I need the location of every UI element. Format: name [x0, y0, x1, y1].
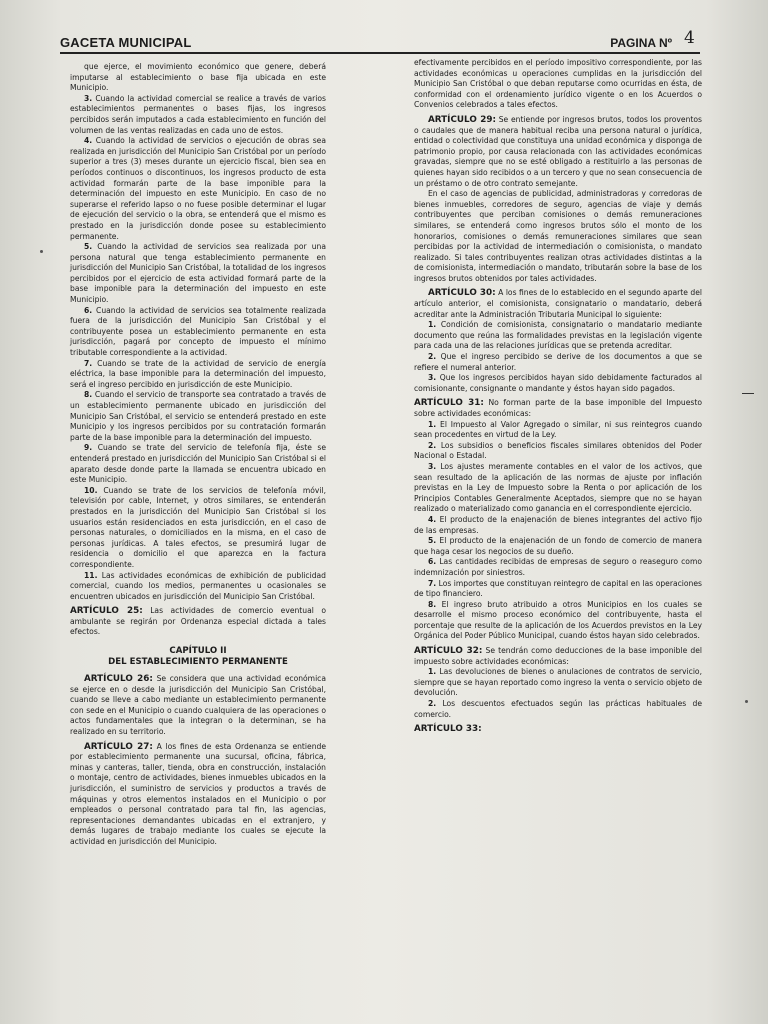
item-number: 10. — [84, 485, 98, 495]
article-text: No forman parte de la base imponible del Impuesto sobre actividades económicas: — [414, 398, 702, 418]
item-text: Las actividades económicas de exhibición de publicidad comercial, cuando los medios, permanentes u ocasionales se encuentren ubicados en jurisdicción del Municipio San Cristóbal. — [70, 570, 326, 601]
item-number: 7. — [84, 358, 93, 368]
item-number: 2. — [428, 352, 437, 362]
article-31 — [414, 398, 702, 419]
item-text: El producto de la enajenación de un fondo de comercio de manera que haga cesar los negocios de su dueño. — [414, 536, 702, 556]
item-number: 2. — [428, 440, 437, 450]
article-text: Se tendrán como deducciones de la base imponible del impuesto sobre actividades económicas: — [414, 646, 702, 666]
list-item — [414, 441, 702, 462]
item-number: 5. — [84, 242, 93, 252]
article-heading: ARTÍCULO 27: — [84, 741, 153, 752]
list-item — [70, 94, 326, 136]
item-text: Las devoluciones de bienes o anulaciones de contratos de servicio, siempre que se hayan reportado como ingreso la venta o servicio objeto de devolución. — [414, 667, 702, 698]
article-30 — [414, 288, 702, 320]
item-text: Las cantidades recibidas de empresas de seguro o reaseguro como indemnización por siniestros. — [414, 557, 702, 577]
list-item — [414, 420, 702, 441]
chapter-title: DEL ESTABLECIMIENTO PERMANENTE — [108, 657, 288, 668]
article-25 — [70, 606, 326, 638]
item-number: 3. — [84, 93, 93, 103]
item-text: El Impuesto al Valor Agregado o similar, ni sus reintegros cuando sean procedentes en virtud de la Ley. — [414, 419, 702, 440]
list-item — [414, 579, 702, 600]
article-text: A los fines de esta Ordenanza se entiende por establecimiento permanente una sucursal, oficina, fábrica, minas y canteras, taller, tienda, obra en construcción, instalación o montaje, centro de actividades, bienes inmuebles ubicados en la jurisdicción, el suministro de servicios y productos a través de máquinas y otros elementos instalados en el Municipio o por empleados o personal contratado para tal fin, las agencias, representaciones demandantes ubicadas en el extranjero, y demás lugares de trabajo mediante los cuales se ejecute la actividad en jurisdicción del Municipio. — [70, 741, 326, 846]
page-number: 4 — [684, 28, 695, 48]
article-heading: ARTÍCULO 30: — [428, 288, 496, 299]
item-text: Cuando la actividad comercial se realice a través de varios establecimientos permanentes o bases fijas, los ingresos percibidos serán imputados a cada establecimiento en función del volumen de las ventas realizadas en cada uno de estos. — [70, 93, 326, 135]
item-text: Cuando se trate del servicio de telefonía fija, éste se entenderá prestado en jurisdicción del Municipio San Cristóbal si el aparato desde donde parte la llamada se encuentra ubicado en este Municipio. — [70, 443, 327, 485]
list-item — [414, 667, 702, 699]
list-item — [414, 536, 702, 557]
list-item — [70, 571, 326, 603]
article-heading: ARTÍCULO 31: — [414, 398, 484, 409]
item-text: Condición de comisionista, consignatario o mandatario mediante documento que reúna las formalidades previstas en la legislación vigente para cada una de las relaciones jurídicas que se pretenda acreditar. — [414, 320, 702, 351]
list-item — [414, 557, 702, 578]
list-item — [70, 443, 326, 485]
item-number: 8. — [84, 390, 93, 400]
article-32 — [414, 646, 702, 667]
article-text: Se considera que una actividad económica se ejerce en o desde la jurisdicción del Municipio San Cristóbal, cuando se lleve a cabo mediante un establecimiento permanente con sede en el Municipio o cuando cualquiera de las operaciones o actos fundamentales que la integran o la determinan, se ha realizado en su territorio. — [70, 674, 327, 737]
item-text: Cuando la actividad de servicios sea totalmente realizada fuera de la jurisdicción del Municipio San Cristóbal y el contribuyente posea un establecimiento permanente en esta jurisdicción, pagará por concepto de impuesto el mínimo tributable correspondiente a la actividad. — [70, 305, 326, 358]
item-text: Cuando se trate de la actividad de servicio de energía eléctrica, la base imponible para la determinación del impuesto, será el ingreso percibido en jurisdicción de este Municipio. — [70, 358, 326, 389]
article-29-paragraph-2: En el caso de agencias de publicidad, administradoras y corredoras de bienes inmuebles, corredores de seguro, agencias de viaje y demás contribuyentes que perciban comisiones o demás remuneraciones similares, se entenderá como ingresos brutos sólo el monto de los honorarios, comisiones o demás remuneraciones similares que sean percibidas por la actividad de intermediación o comisionista, o mandato realizado. Si tales contribuyentes realizan otras actividades distintas a la de comisionista, intermediación o mandato, tributarán sobre la base de los ingresos brutos obtenidos por tales actividades. — [414, 189, 702, 283]
item-text: Cuando la actividad de servicios sea realizada por una persona natural que tenga establecimiento permanente en jurisdicción del Municipio San Cristóbal, la totalidad de los ingresos percibidos por el ejercicio de esta actividad formará parte de la base imponible para la determinación del impuesto en este Municipio. — [70, 242, 326, 305]
left-column — [70, 62, 326, 848]
item-number: 3. — [428, 461, 437, 471]
scan-speck — [40, 250, 43, 253]
list-item — [70, 486, 326, 571]
item-text: El producto de la enajenación de bienes integrantes del activo fijo de las empresas. — [414, 514, 702, 535]
article-text: A los fines de lo establecido en el segundo aparte del artículo anterior, el comisionista, consignatario o mandatario, deberá acreditar ante la Administración Tributaria Municipal lo siguiente: — [414, 288, 703, 319]
article-heading: ARTÍCULO 29: — [428, 114, 496, 125]
item-number: 6. — [84, 305, 93, 315]
list-item — [70, 359, 326, 391]
item-text: Cuando el servicio de transporte sea contratado a través de un establecimiento permanente ubicado en jurisdicción del Municipio San Cristóbal, el servicio se entenderá prestado en este Municipio y los ingresos percibidos por su contratación formarán parte de la base imponible para la determinación del impuesto. — [70, 390, 326, 442]
item-number: 11. — [84, 570, 98, 580]
item-text: Los descuentos efectuados según las prácticas habituales de comercio. — [414, 699, 702, 719]
item-number: 9. — [84, 443, 93, 453]
article-text: Las actividades de comercio eventual o ambulante se regirán por Ordenanza especial dictada a tales efectos. — [70, 606, 326, 637]
item-number: 2. — [428, 699, 437, 709]
article-heading: ARTÍCULO 32: — [414, 646, 483, 657]
item-text: Los ajustes meramente contables en el valor de los activos, que sean resultado de la aplicación de las normas de ajuste por inflación previstas en la Ley de Impuesto sobre la Renta o por aplicación de los Principios Contables Generalmente Aceptados, siempre que no se hayan realizado o materializado como ganancia en el correspondiente ejercicio. — [414, 461, 703, 514]
item-text: Que los ingresos percibidos hayan sido debidamente facturados al comisionante, consignante o mandante y éstos hayan sido pagados. — [414, 373, 702, 393]
list-item — [70, 136, 326, 242]
list-item — [70, 242, 326, 306]
item-text: Cuando la actividad de servicios o ejecución de obras sea realizada en jurisdicción del Municipio San Cristóbal por un período superior a tres (3) meses durante un ejercicio fiscal, bien sea en períodos continuos o discontinuos, los ingresos producto de esta actividad formarán parte de la base imponible para la determinación del impuesto en este Municipio. En caso de no superarse el referido lapso o no fuese posible determinar el lugar de ejecución del servicio o la obra, se entenderá que el mismo es prestado en la jurisdicción donde posee su establecimiento permanente. — [70, 136, 326, 241]
item-number: 1. — [428, 320, 437, 330]
item-text: Los subsidios o beneficios fiscales similares obtenidos del Poder Nacional o Estadal. — [414, 440, 702, 461]
list-item — [414, 373, 702, 394]
article-heading: ARTÍCULO 26: — [84, 674, 153, 685]
paragraph-continuation: que ejerce, el movimiento económico que genere, deberá imputarse al establecimiento o base fija ubicada en este Municipio. — [70, 62, 326, 93]
article-29 — [414, 115, 702, 189]
item-text: El ingreso bruto atribuido a otros Municipios en los cuales se desarrolle el mismo proceso económico del contribuyente, hasta el porcentaje que resulte de la aplicación de los Acuerdos previstos en la Ley Orgánica del Poder Público Municipal, cuando éstos hayan sido celebrados. — [414, 599, 702, 641]
item-text: Cuando se trate de los servicios de telefonía móvil, televisión por cable, Internet, y otros similares, se entenderán prestados en la jurisdicción del Municipio San Cristóbal si los usuarios están residenciados en esta jurisdicción, en el caso de personas naturales, o domiciliados en la misma, en el caso de personas jurídicas. A tales efectos, se presumirá lugar de residencia o domicilio el que aparezca en la factura correspondiente. — [70, 485, 327, 569]
item-number: 4. — [428, 514, 437, 524]
item-text: Que el ingreso percibido se derive de los documentos a que se refiere el numeral anterior. — [414, 352, 702, 372]
page-label: PAGINA Nº — [610, 36, 672, 50]
list-item — [70, 390, 326, 443]
item-number: 1. — [428, 667, 437, 677]
article-26 — [70, 674, 326, 738]
cut-off-article-heading: ARTÍCULO 33: — [414, 724, 482, 735]
paragraph-continuation: efectivamente percibidos en el período impositivo correspondiente, por las actividades económicas u operaciones cumplidas en la jurisdicción del Municipio San Cristóbal o que deban reputarse como ocurridas en ésta, de conformidad con el ordenamiento jurídico vigente o en los Acuerdos o Convenios celebrados a tales efectos. — [414, 58, 702, 110]
article-text: Se entiende por ingresos brutos, todos los proventos o caudales que de manera habitual reciba una persona natural o jurídica, entidad o colectividad que constituya una unidad económica y disponga de patrimonio propio, por causa relacionada con las actividades económicas gravadas, siempre que no se esté obligado a restituirlo a las personas de quienes hayan sido recibidos o a un tercero y que no sean consecuencia de un préstamo o de otro contrato semejante. — [414, 114, 702, 188]
list-item — [414, 600, 702, 642]
item-number: 5. — [428, 536, 437, 546]
chapter-heading — [70, 646, 326, 668]
chapter-number: CAPÍTULO II — [169, 646, 227, 657]
item-number: 4. — [84, 136, 93, 146]
item-number: 3. — [428, 373, 437, 383]
list-item — [70, 306, 326, 359]
item-text: Los importes que constituyan reintegro de capital en las operaciones de tipo financiero. — [414, 578, 702, 599]
article-heading: ARTÍCULO 25: — [70, 606, 143, 617]
list-item — [414, 515, 702, 536]
margin-mark — [742, 393, 754, 394]
page-header — [60, 30, 700, 54]
item-number: 8. — [428, 599, 437, 609]
scan-speck — [745, 700, 748, 703]
item-number: 1. — [428, 419, 437, 429]
item-number: 6. — [428, 557, 437, 567]
article-27 — [70, 742, 326, 848]
right-column — [414, 58, 702, 735]
publication-title: GACETA MUNICIPAL — [60, 35, 192, 50]
list-item — [414, 699, 702, 720]
list-item — [414, 462, 702, 515]
list-item — [414, 352, 702, 373]
item-number: 7. — [428, 578, 437, 588]
list-item — [414, 320, 702, 352]
